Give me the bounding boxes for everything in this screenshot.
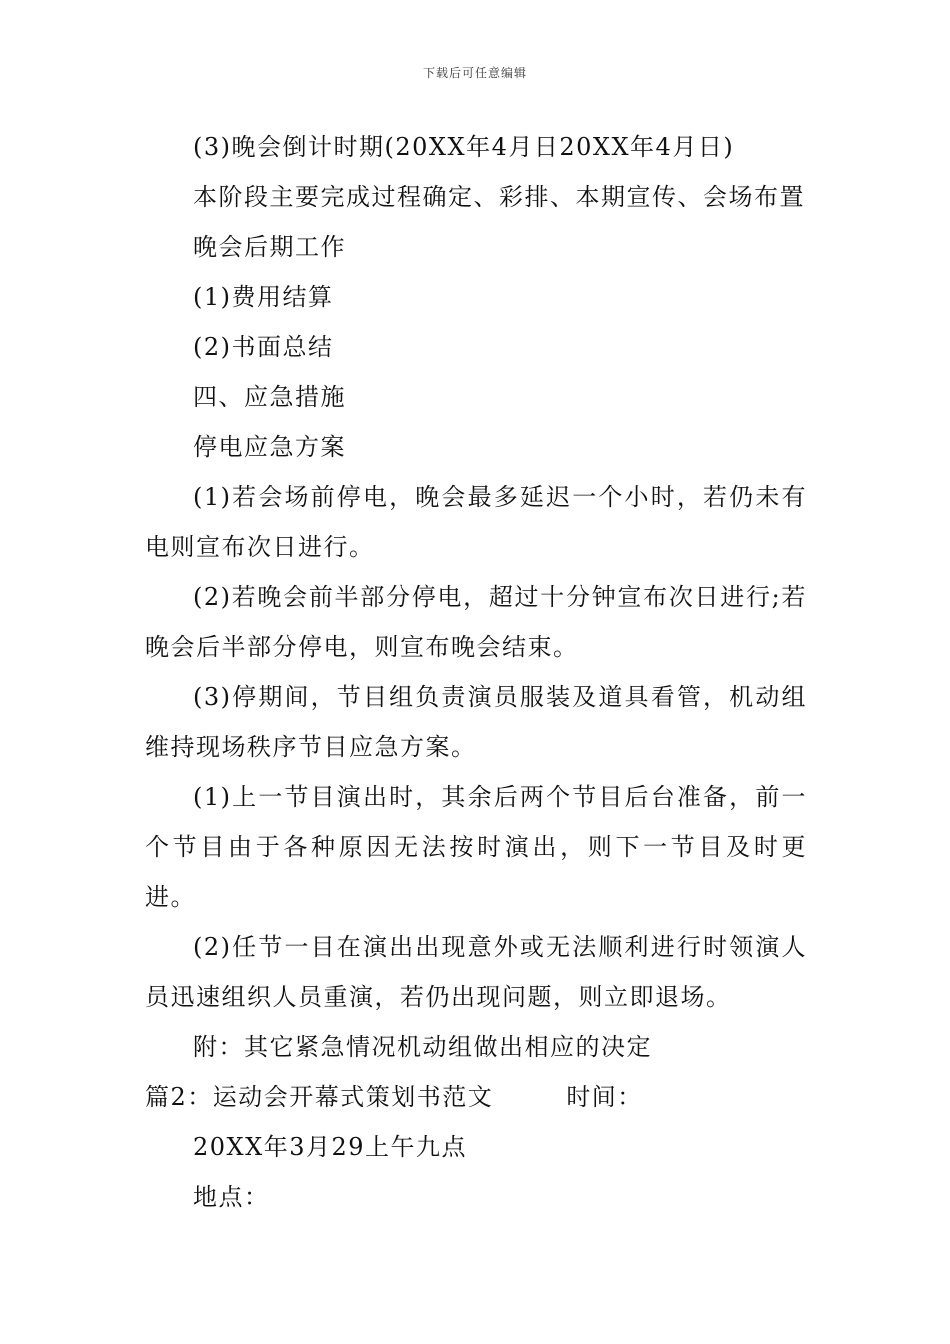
document-body xyxy=(145,122,807,1222)
section2-place-label: 地点： xyxy=(193,1183,270,1211)
paragraph-cost-settlement: (1)费用结算 xyxy=(193,283,334,311)
section-heading-emergency: 四、应急措施 xyxy=(193,383,346,411)
paragraph-countdown-period: (3)晚会倒计时期(20XX年4月日20XX年4月日) xyxy=(193,133,735,161)
paragraph-program-accident: (2)任节一目在演出出现意外或无法顺利进行时领演人员迅速组织人员重演，若仍出现问题，则立即退场。 xyxy=(145,933,807,1011)
paragraph-stage-tasks: 本阶段主要完成过程确定、彩排、本期宣传、会场布置 xyxy=(193,183,805,211)
paragraph-outage-staff: (3)停期间，节目组负责演员服装及道具看管，机动组维持现场秩序节目应急方案。 xyxy=(145,683,807,761)
section2-gap xyxy=(493,1083,566,1111)
paragraph-power-outage-plan: 停电应急方案 xyxy=(193,433,346,461)
page-header-note: 下载后可任意编辑 xyxy=(422,66,527,80)
paragraph-outage-before: (1)若会场前停电，晚会最多延迟一个小时，若仍未有电则宣布次日进行。 xyxy=(145,483,807,561)
section2-heading-line xyxy=(145,1072,807,1122)
section2-time-label: 时间： xyxy=(566,1083,643,1111)
paragraph-appendix-note: 附：其它紧急情况机动组做出相应的决定 xyxy=(193,1033,652,1061)
paragraph-outage-during: (2)若晚会前半部分停电，超过十分钟宣布次日进行;若晚会后半部分停电，则宣布晚会结束。 xyxy=(145,583,807,661)
paragraph-program-backup: (1)上一节目演出时，其余后两个节目后台准备，前一个节目由于各种原因无法按时演出，则下一节目及时更进。 xyxy=(145,783,807,911)
paragraph-written-summary: (2)书面总结 xyxy=(193,333,334,361)
section2-date-line: 20XX年3月29上午九点 xyxy=(193,1133,468,1161)
paragraph-post-show-work: 晚会后期工作 xyxy=(193,233,346,261)
section2-heading: 篇2：运动会开幕式策划书范文 xyxy=(145,1083,494,1111)
